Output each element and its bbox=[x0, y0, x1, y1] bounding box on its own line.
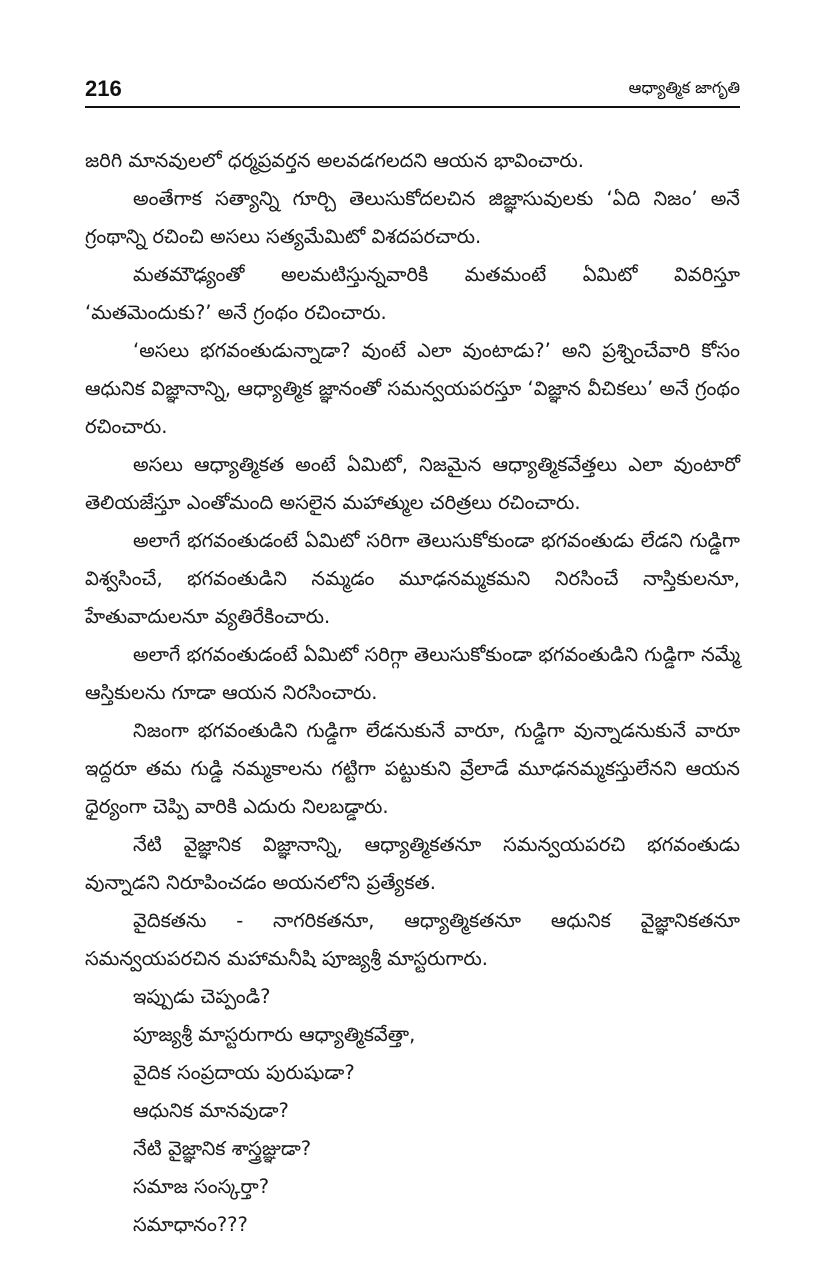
question-line: పూజ్యశ్రీ మాస్టరుగారు ఆధ్యాత్మికవేత్తా, bbox=[133, 1023, 416, 1046]
paragraph: మతమౌఢ్యంతో అలమటిస్తున్నవారికి మతమంటే ఏమిటో వివరిస్తూ ‘మతమెందుకు?’ అనే గ్రంథం రచించారు. bbox=[85, 263, 740, 324]
header-rule bbox=[85, 106, 740, 108]
paragraph: నిజంగా భగవంతుడిని గుడ్డిగా లేడనుకునే వారూ, గుడ్డిగా వున్నాడనుకునే వారూ ఇద్దరూ తమ గుడ్డి నమ్మకాలను గట్టిగా పట్టుకుని వ్రేలాడే మూఢనమ్మకస్తులేనని ఆయన ధైర్యంగా చెప్పి వారికి ఎదురు నిలబడ్డారు. bbox=[85, 719, 740, 818]
paragraph: అలాగే భగవంతుడంటే ఏమిటో సరిగా తెలుసుకోకుండా భగవంతుడు లేడని గుడ్డిగా విశ్వసించే, భగవంతుడిని నమ్మడం మూఢనమ్మకమని నిరసించే నాస్తికులనూ, హేతువాదులనూ వ్యతిరేకించారు. bbox=[85, 529, 740, 628]
question-line: సమాధానం??? bbox=[133, 1213, 248, 1236]
paragraph: నేటి వైజ్ఞానిక విజ్ఞానాన్ని, ఆధ్యాత్మికతనూ సమన్వయపరచి భగవంతుడు వున్నాడని నిరూపించడం అయనలోని ప్రత్యేకత. bbox=[85, 833, 740, 894]
page-number: 216 bbox=[85, 76, 122, 101]
paragraph: జరిగి మానవులలో ధర్మప్రవర్తన అలవడగలదని ఆయన భావించారు. bbox=[85, 149, 584, 172]
paragraph: వైదికతను - నాగరికతనూ, ఆధ్యాత్మికతనూ ఆధునిక వైజ్ఞానికతనూ సమన్వయపరచిన మహామనీషి పూజ్యశ్రీ మాస్టరుగారు. bbox=[85, 909, 740, 970]
paragraph: అంతేగాక సత్యాన్ని గూర్చి తెలుసుకోదలచిన జిజ్ఞాసువులకు ‘ఏది నిజం’ అనే గ్రంథాన్ని రచించి అసలు సత్యమేమిటో విశదపరచారు. bbox=[85, 187, 740, 248]
question-line: వైదిక సంప్రదాయ పురుషుడా? bbox=[133, 1061, 355, 1084]
paragraph: ‘అసలు భగవంతుడున్నాడా? వుంటే ఎలా వుంటాడు?’ అని ప్రశ్నించేవారి కోసం ఆధునిక విజ్ఞానాన్ని, ఆధ్యాత్మిక జ్ఞానంతో సమన్వయపరస్తూ ‘విజ్ఞాన వీచికలు’ అనే గ్రంథం రచించారు. bbox=[85, 339, 740, 438]
book-page bbox=[85, 70, 740, 1236]
page-header bbox=[85, 70, 740, 106]
body-text bbox=[85, 142, 740, 1244]
running-title: ఆధ్యాత్మిక జాగృతి bbox=[628, 78, 740, 97]
question-line: నేటి వైజ్ఞానిక శాస్త్రజ్ఞుడా? bbox=[133, 1137, 312, 1160]
paragraph: అలాగే భగవంతుడంటే ఏమిటో సరిగ్గా తెలుసుకోకుండా భగవంతుడిని గుడ్డిగా నమ్మే ఆస్తికులను గూడా ఆయన నిరసించారు. bbox=[85, 643, 740, 704]
paragraph: అసలు ఆధ్యాత్మికత అంటే ఏమిటో, నిజమైన ఆధ్యాత్మికవేత్తలు ఎలా వుంటారో తెలియజేస్తూ ఎంతోమంది అసలైన మహాత్ముల చరిత్రలు రచించారు. bbox=[85, 453, 740, 514]
question-line: ఆధునిక మానవుడా? bbox=[133, 1099, 289, 1122]
question-line: ఇప్పుడు చెప్పండి? bbox=[133, 985, 271, 1008]
question-line: సమాజ సంస్కర్తా? bbox=[133, 1175, 270, 1198]
